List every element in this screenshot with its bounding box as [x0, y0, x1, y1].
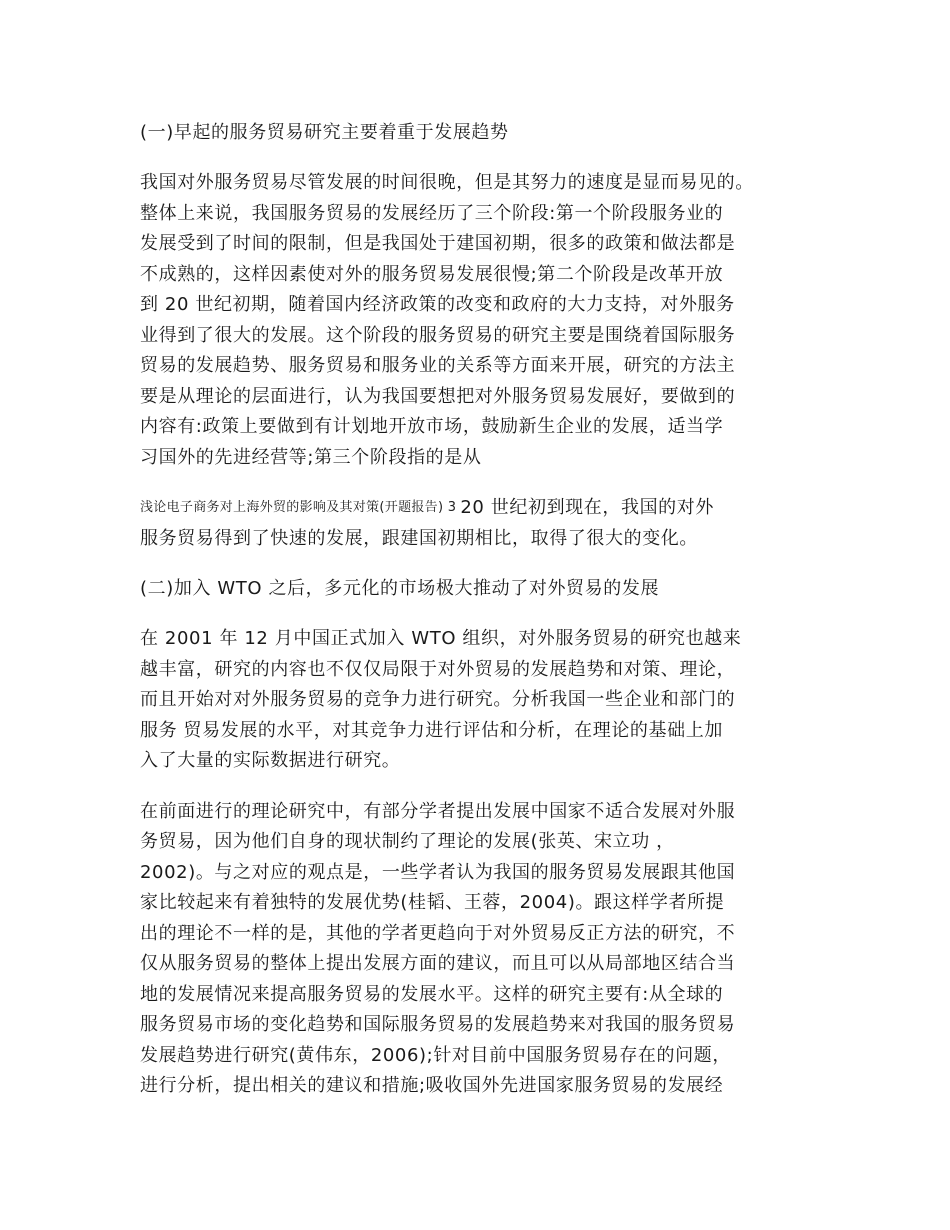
section-heading-wto: (二)加入 WTO 之后，多元化的市场极大推动了对外贸易的发展	[140, 578, 660, 599]
paragraph-line: 2002)。与之对应的观点是，一些学者认为我国的服务贸易发展跟其他国	[140, 861, 736, 883]
paragraph-line: 在 2001 年 12 月中国正式加入 WTO 组织，对外服务贸易的研究也越来	[140, 628, 742, 649]
paragraph-line: 内容有:政策上要做到有计划地开放市场，鼓励新生企业的发展，适当学	[140, 416, 724, 437]
paragraph-line: 在前面进行的理论研究中，有部分学者提出发展中国家不适合发展对外服	[140, 800, 736, 822]
paragraph-line: 地的发展情况来提高服务贸易的发展水平。这样的研究主要有:从全球的	[140, 983, 724, 1005]
paragraph-three-stages	[140, 168, 820, 473]
paragraph-line: 入了大量的实际数据进行研究。	[140, 750, 401, 771]
paragraph-line: 习国外的先进经营等;第三个阶段指的是从	[140, 446, 482, 468]
paragraph-line: 服务 贸易发展的水平，对其竞争力进行评估和分析，在理论的基础上加	[140, 719, 723, 741]
page-footer-line	[140, 493, 820, 524]
paragraph-line: 发展趋势进行研究(黄伟东，2006);针对目前中国服务贸易存在的问题，	[140, 1044, 731, 1066]
paragraph-theoretical-research	[140, 797, 820, 1102]
paragraph-line: 整体上来说，我国服务贸易的发展经历了三个阶段:第一个阶段服务业的	[140, 202, 724, 224]
paragraph-line: 到 20 世纪初期，随着国内经济政策的改变和政府的大力支持，对外服务	[140, 294, 735, 315]
paragraph-line: 进行分析，提出相关的建议和措施;吸收国外先进国家服务贸易的发展经	[140, 1075, 724, 1096]
paragraph-line: 贸易的发展趋势、服务贸易和服务业的关系等方面来开展，研究的方法主	[140, 355, 736, 376]
paragraph-line: 服务贸易市场的变化趋势和国际服务贸易的发展趋势来对我国的服务贸易	[140, 1014, 736, 1035]
paragraph-line: 而且开始对对外服务贸易的竞争力进行研究。分析我国一些企业和部门的	[140, 689, 736, 710]
paragraph-line: 不成熟的，这样因素使对外的服务贸易发展很慢;第二个阶段是改革开放	[140, 263, 724, 285]
continuation-text: 20 世纪初到现在，我国的对外	[460, 497, 714, 518]
paragraph-wto-research	[140, 624, 820, 777]
paragraph-page-break-continuation	[140, 493, 820, 554]
paragraph-line: 越丰富，研究的内容也不仅仅局限于对外贸易的发展趋势和对策、理论，	[140, 658, 736, 680]
paragraph-line: 出的理论不一样的是，其他的学者更趋向于对外贸易反正方法的研究，不	[140, 922, 736, 944]
paragraph-line: 务贸易，因为他们自身的现状制约了理论的发展(张英、宋立功 ，	[140, 831, 675, 852]
paragraph-line: 要是从理论的层面进行，认为我国要想把对外服务贸易发展好，要做到的	[140, 385, 736, 407]
document-body	[140, 118, 820, 1122]
paragraph-line: 服务贸易得到了快速的发展，跟建国初期相比，取得了很大的变化。	[140, 527, 698, 549]
paragraph-line: 家比较起来有着独特的发展优势(桂韬、王蓉，2004)。跟这样学者所提	[140, 892, 725, 913]
paragraph-line: 发展受到了时间的限制，但是我国处于建国初期，很多的政策和做法都是	[140, 233, 736, 254]
paragraph-line: 业得到了很大的发展。这个阶段的服务贸易的研究主要是围绕着国际服务	[140, 324, 736, 346]
paragraph-line: 仅从服务贸易的整体上提出发展方面的建议，而且可以从局部地区结合当	[140, 953, 736, 974]
page-footer-label: 浅论电子商务对上海外贸的影响及其对策(开题报告) 3	[140, 500, 457, 515]
paragraph-line: 我国对外服务贸易尽管发展的时间很晚，但是其努力的速度是显而易见的。	[140, 172, 754, 193]
section-heading-early-research: (一)早起的服务贸易研究主要着重于发展趋势	[140, 122, 509, 143]
